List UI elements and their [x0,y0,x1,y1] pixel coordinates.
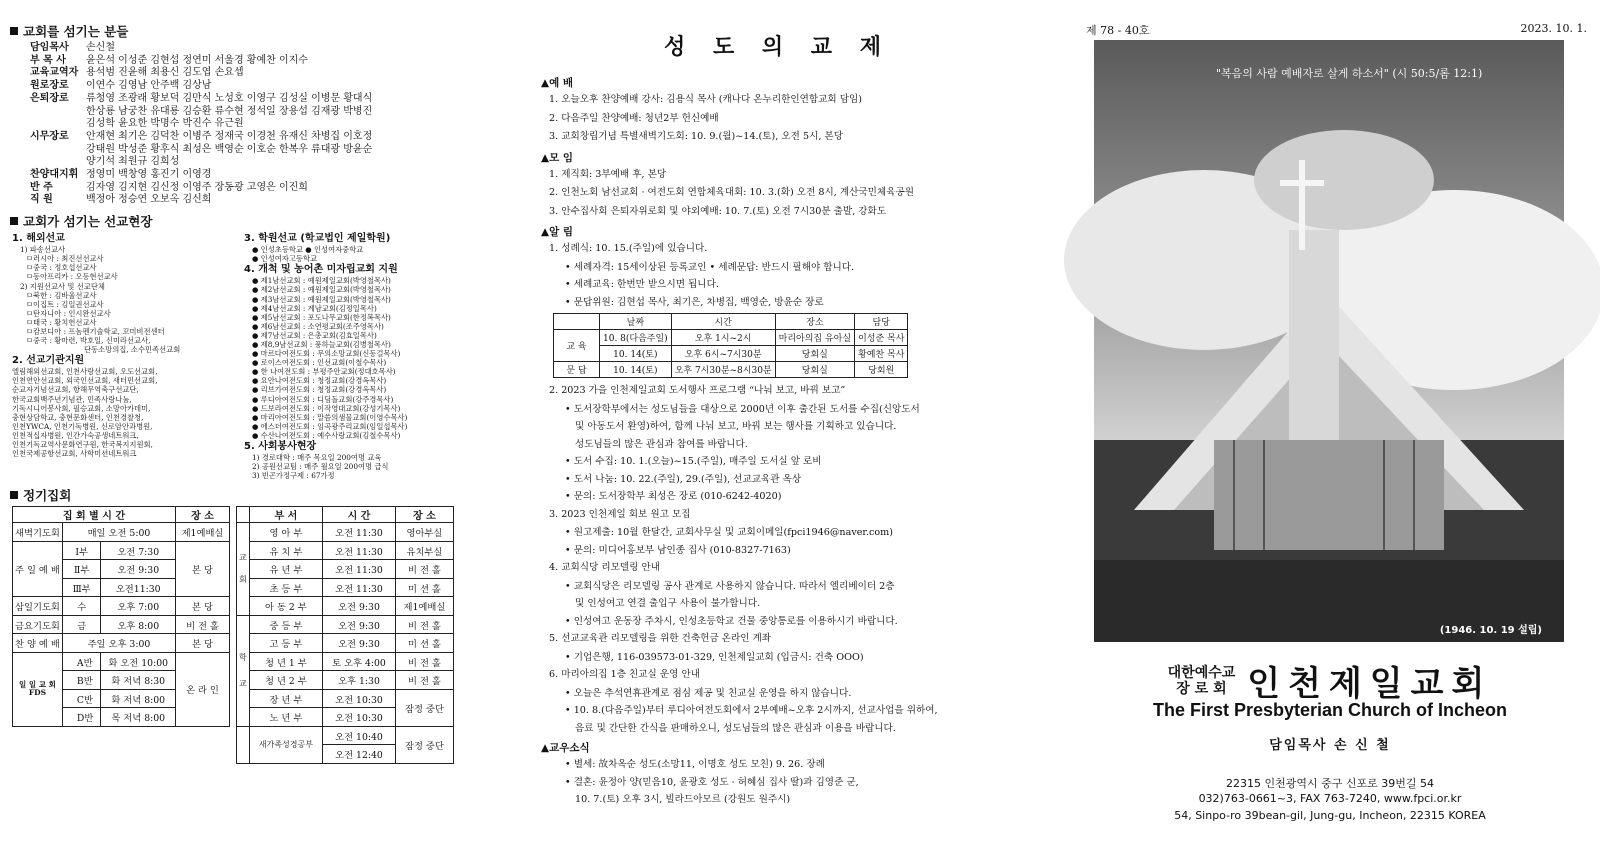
notice-line: 2. 2023 가을 인천제일교회 도서행사 프로그램 “나눠 보고, 바꿔 보고” [549,385,846,396]
staff-names: 백정아 정승연 오보옥 김신희 [86,194,212,206]
staff-row [30,156,538,169]
mission-item: 충현상담학교, 충현문화센터, 인천경찰청, [12,412,144,422]
table-cell: 오전 11:30 [323,523,396,542]
table-cell: 주 일 예 배 [13,541,63,597]
staff-row [30,169,538,182]
staff-role: 반 주 [30,181,53,193]
worship-section-title [10,486,538,504]
staff-role: 직 원 [30,194,53,206]
address-korean: 22315 인천광역시 중구 신포로 39번길 54 [1226,777,1434,790]
mission-item: 순교자기념선교회, 항해무역축구선교단, [12,385,139,395]
mission-item: ● 한 나여전도회 : 부평주안교회(정대호목사) [252,367,396,377]
staff-role [30,106,86,119]
established-date: (1946. 10. 19 설립) [1439,625,1542,636]
table-row [237,652,454,671]
table-cell: 오후 8:00 [101,615,176,634]
table-cell: 당회원 [855,362,908,378]
mission-heading: 4. 개척 및 농어촌 미자립교회 지원 [244,264,398,276]
table-cell: 금 [62,615,101,634]
left-page [8,0,538,842]
notice-line: • 10. 8.(다음주일)부터 루디아여전도회에서 2부예배~오후 2시까지, 선교사업을 위하여, [565,705,938,716]
notice-line: • 교회식당은 리모델링 공사 관계로 사용하지 않습니다. 따라서 엘리베이터 2층 [565,580,895,592]
table-row [237,523,454,542]
mission-item: 인천국제공항선교회, 사학미션네트워크 [12,449,137,459]
mission-item: ● 마르다여전도회 : 무의소망교회(신동걸목사) [252,349,401,359]
table-cell: 10. 14(토) [600,346,672,362]
notice-line: 1. 성례식: 10. 15.(주일)에 있습니다. [549,243,708,254]
table-cell: 영아부실 [395,523,453,542]
table-row [237,689,454,708]
table-cell: 오전 9:30 [323,615,396,634]
table-cell: 장 소 [395,507,453,523]
table-cell: 마리아의집 유아실 [775,330,854,346]
staff-row [30,80,538,93]
mission-item: ㅁ이집트 : 김일권선교사 [26,299,104,309]
notice-line: 3. 안수집사회 은퇴자위로회 및 야외예배: 10. 7.(토) 오전 7시30분 출발, 강화도 [549,205,887,217]
table-cell: 잠정 중단 [395,726,453,763]
table-cell: 오전 10:30 [323,689,396,708]
table-cell [237,507,250,523]
table-cell: 오전 9:30 [101,560,176,579]
worship-notices [545,91,1010,147]
mission-column-1 [12,232,244,480]
mission-item: 1) 파송선교사 [20,245,66,255]
staff-role: 원로장로 [30,80,69,92]
mission-heading: 2. 선교기관지원 [12,355,85,367]
mission-item: 인천적십자병원, 인간가숙공생네트워크, [12,430,139,440]
table-cell: 장소 [775,314,854,330]
square-bullet-icon [10,491,18,499]
notice-line: 4. 교회식당 리모델링 안내 [549,562,660,573]
issue-date: 2023. 10. 1. [1520,22,1587,35]
staff-names: 정영미 백창영 홍진기 이영경 [86,169,212,181]
notice-line: • 도서장학부에서는 성도님들을 대상으로 2000년 이후 출간된 도서를 수집(신앙도서 [565,403,920,415]
notice-line: 3. 교회창립기념 특별새벽기도회: 10. 9.(월)~14.(토), 오전 5시, 본당 [549,131,843,142]
table-cell: 제1예배실 [175,523,229,542]
staff-title-text: 교회를 섬기는 분들 [23,24,129,39]
table-cell: 유치부실 [395,541,453,560]
fellowship-page [541,0,1010,842]
table-cell: 오후 1시~2시 [671,330,775,346]
table-cell: 담당 [855,314,908,330]
table-row [13,507,230,523]
table-cell: 오전 11:30 [323,560,396,579]
mission-item: ● 제6남선교회 : 소연평교회(조주영목사) [252,321,384,331]
table-cell: 미 션 홀 [395,578,453,597]
worship-title-text: 정기집회 [23,488,72,504]
staff-names: 윤은석 이성준 김현섭 정연미 서울경 황예찬 이지수 [86,54,308,66]
staff-names: 용석범 진윤해 최용신 김도엽 손요셉 [86,67,244,79]
notice-line: 및 인성여고 연결 출입구 사용이 불가합니다. [575,598,761,609]
table-cell: 시간 [671,314,775,330]
worship-heading: ▲예 배 [541,77,574,89]
staff-names: 양기석 최원규 김희성 [86,156,180,168]
staff-names: 류청영 조광래 황보덕 김만식 노성호 이영구 김성실 이병문 황대식 [86,92,373,104]
meeting-notices [545,166,1010,222]
table-cell: D반 [62,708,101,727]
table-cell: 금요기도회 [13,615,63,634]
notice-line: 1. 제직회: 3부예배 후, 본당 [549,168,667,180]
member-news-heading: ▲교우소식 [541,742,590,754]
table-cell: 비 전 홀 [395,615,453,634]
church-photo [1094,40,1564,642]
table-cell: 오전 12:40 [323,745,396,764]
table-cell: 온 라 인 [175,652,229,726]
mission-item: ● 제5남선교회 : 포도나무교회(한정복목사) [252,312,391,322]
mission-item: ㅁ러시아 : 최진선선교사 [26,254,104,264]
mission-item: 기독시니어봉사회, 필승교회, 소망아카데미, [12,403,151,413]
table-row [237,615,454,634]
staff-section-title [10,22,538,40]
mission-item: ● 수산나여전도회 : 예수사랑교회(김철수목사) [252,430,401,440]
table-cell: 영 아 부 [249,523,322,542]
staff-role: 부 목 사 [30,54,66,66]
mission-item: ㅁ동아프리카 : 오동현선교사 [26,272,118,282]
staff-row [30,118,538,131]
table-cell: 비 전 홀 [395,560,453,579]
table-row [13,615,230,634]
notice-line: • 문답위원: 김현섭 목사, 최기은, 차병집, 백영순, 방윤순 장로 [565,296,824,308]
square-bullet-icon [10,217,18,225]
mission-list [12,232,538,480]
notice-line: • 기업은행, 116-039573-01-329, 인천제일교회 (입금시: 건축 OOO) [565,651,864,663]
table-cell: 아 동 2 부 [249,597,322,616]
verse-text: "복음의 사람 예배자로 살게 하소서" (시 50:5/롬 12:1) [1216,67,1483,80]
table-cell: 본 당 [175,634,229,653]
table-row [237,541,454,560]
table-cell: 오후 1:30 [323,671,396,690]
table-cell [237,726,250,763]
baptism-notices [545,240,1010,311]
baptism-schedule-table [553,313,908,378]
table-cell: 고 등 부 [249,634,322,653]
table-cell: 새가족성경공부 [249,726,322,763]
staff-names: 안재현 최기은 김덕찬 이병주 정재국 이경천 유재신 차병집 이호정 [86,130,373,142]
table-row [554,330,908,346]
issue-number: 제 78 - 40호 [1086,24,1150,37]
mission-item: ㅁ탄자니아 : 인시완선교사 [26,308,111,318]
announcement-heading: ▲알 림 [541,226,574,238]
table-cell: 오전 11:30 [323,578,396,597]
notice-line: 6. 마리아의집 1층 친교실 운영 안내 [549,669,700,680]
table-row [237,597,454,616]
table-cell: 잠정 중단 [395,689,453,726]
staff-row [30,144,538,157]
staff-role: 시무장로 [30,130,69,142]
staff-role [30,118,86,131]
table-cell: 오전 10:30 [323,708,396,727]
table-cell: 미 션 홀 [395,634,453,653]
senior-pastor: 담임목사 손 신 철 [1269,738,1391,753]
table-cell: 주일 오후 3:00 [62,634,175,653]
address-english: 54, Sinpo-ro 39bean-gil, Jung-gu, Incheon, 22315 KOREA [1174,809,1486,822]
table-cell: 황예찬 목사 [855,346,908,362]
staff-role: 교육교역자 [30,67,79,79]
church-name: 인천제일교회 [1247,664,1493,704]
member-news [545,756,1010,809]
table-cell: 새벽기도회 [13,523,63,542]
notice-line: 2. 다음주일 찬양예배: 청년2부 헌신예배 [549,112,719,124]
notice-line: 2. 인천노회 남선교회 · 여전도회 연합체육대회: 10. 3.(화) 오전 8시, 계산국민체육공원 [549,187,915,198]
mission-item: ㅁ캄보디아 : 프놈펜기술학교, 꼬미비전센터 [26,326,165,336]
notice-line: • 결혼: 윤정아 양(믿음10, 윤광호 성도 · 허혜심 집사 딸)과 김영준 군, [565,776,859,788]
table-cell: 토 오후 4:00 [323,652,396,671]
table-cell: 이성준 목사 [855,330,908,346]
mission-item: ● 인성초등학교 ● 인성여자중학교 [252,245,364,255]
table-cell: 당회실 [775,362,854,378]
notice-line: • 도서 나눔: 10. 22.(주일), 29.(주일), 선교교육관 옥상 [565,473,802,485]
table-cell: 비 전 홀 [395,671,453,690]
denomination-line-1: 대한예수교 [1167,664,1236,681]
mission-item: ● 리브가여전도회 : 청정교회(강경옥목사) [252,385,387,395]
mission-item: ㅁ중국 : 황마련, 박호일, 신미라선교사, [26,336,151,346]
table-cell: 중 등 부 [249,615,322,634]
table-cell: 오전 10:40 [323,726,396,745]
mission-item: ● 드보라여전도회 : 이작영대교회(강성기목사) [252,403,401,413]
table-cell: 10. 8(다음주일) [600,330,672,346]
mission-item: 인천기독교역사문화연구원, 한국복지지원회, [12,440,153,450]
table-cell: 교 육 [554,330,600,362]
table-cell: 목 저녁 8:00 [101,708,176,727]
table-row [13,541,230,560]
table-row [237,671,454,690]
mission-item: ● 루디아여전도회 : 디딤돌교회(강주경목사) [252,394,394,404]
staff-names: 김성학 윤요한 박명수 박진수 유근원 [86,118,244,130]
staff-names: 김자영 김지현 김신정 이영주 장동광 고영은 이진희 [86,181,308,193]
table-cell: 초 등 부 [249,578,322,597]
mission-item: ㅁ북한 : 김바울선교사 [26,290,97,300]
mission-item: 인천연안선교회, 외국인선교회, 새터민선교회, [12,376,158,386]
table-cell: 문 답 [554,362,600,378]
denomination [1168,665,1236,697]
staff-list [30,42,538,207]
mission-title-text: 교회가 섬기는 선교현장 [23,214,153,230]
notice-line: 5. 선교교육관 리모델링을 위한 건축헌금 온라인 계좌 [549,633,772,644]
schedule-tables [12,506,538,764]
staff-role: 은퇴장로 [30,92,69,104]
table-row [13,597,230,616]
staff-role [30,156,86,169]
mission-heading: 5. 사회봉사현장 [244,441,317,453]
table-cell: A반 [62,652,101,671]
table-cell: Ⅱ부 [62,560,101,579]
mission-item: ● 제4남선교회 : 계남교회(김정일목사) [252,303,377,313]
notice-line: • 세례자격: 15세이상된 등록교인 • 세례문답: 반드시 필해야 합니다. [565,261,855,273]
fellowship-title: 성 도 의 교 제 [664,35,891,60]
table-row [237,634,454,653]
table-cell: 오후 7시30분~8시30분 [671,362,775,378]
mission-section-title [10,212,538,230]
notice-line: 성도님들의 많은 관심과 참여를 바랍니다. [575,438,748,450]
staff-names: 강태원 박성준 황후식 최성은 백영순 이호순 한복우 류대광 방윤순 [86,143,373,155]
notice-line: 음료 및 간단한 간식을 판매하오니, 성도님들의 많은 관심과 이용을 바랍니다. [575,722,896,734]
mission-item: ● 에스더여전도회 : 임곡광주리교회(임일섭목사) [252,421,408,431]
table-row [237,507,454,523]
table-cell: Ⅰ부 [62,541,101,560]
notice-line: 10. 7.(토) 오후 3시, 빌라드아모르 (강원도 원주시) [575,794,791,805]
table-cell: 화 오전 10:00 [101,652,176,671]
table-cell: 오후 6시~7시30분 [671,346,775,362]
table-cell: 집 회 별 시 간 [13,507,176,523]
meeting-heading: ▲모 임 [541,151,574,164]
mission-item: ㅁ태국 : 황치헌선교사 [26,317,97,327]
table-cell: 오후 7:00 [101,597,176,616]
table-cell: 노 년 부 [249,708,322,727]
notice-line: 3. 2023 인천제일 회보 원고 모집 [549,508,691,520]
church-name-block [1100,656,1560,705]
table-cell: C반 [62,689,101,708]
staff-role: 담임목사 [30,42,69,53]
table-cell: 본 당 [175,597,229,616]
table-cell: 매일 오전 5:00 [62,523,175,542]
notice-line: • 별세: 故차옥순 성도(소망11, 이명호 성도 모친) 9. 26. 장례 [565,759,825,770]
mission-item: ㅁ중국 : 정호섭선교사 [26,263,97,273]
staff-role: 찬양대지휘 [30,169,79,181]
table-row [13,652,230,671]
mission-column-2 [244,232,524,480]
staff-row [30,42,538,55]
notice-line: • 오늘은 추석연휴관계로 점심 제공 및 친교실 운영을 하지 않습니다. [565,687,852,699]
mission-heading: 3. 학원선교 (학교법인 제일학원) [244,233,391,245]
table-row [554,346,908,362]
table-cell: 비 전 홀 [395,652,453,671]
mission-item: ● 요안나여전도회 : 청정교회(강경옥목사) [252,376,387,386]
notice-line: • 인성여고 운동장 주차시, 인성초등학교 건물 중앙통로를 이용하시기 바랍니다. [565,615,898,627]
mission-heading: 1. 해외선교 [12,233,65,245]
table-row [554,362,908,378]
staff-row [30,106,538,119]
table-cell: 시 간 [323,507,396,523]
mission-item: 인천YWCA, 인천기독병원, 신로암안과병원, [12,421,153,431]
table-row [554,314,908,330]
table-cell: 일 일 교 회 FDS [13,652,63,726]
table-cell: 수 [62,597,101,616]
mission-item: ● 로이스여전도회 : 인선교회(이철수목사) [252,358,387,368]
staff-names: 손신철 [86,42,115,53]
mission-item: ● 마리아여전도회 : 말씀의샘물교회(이영수목사) [252,412,408,422]
notice-line: 1. 오늘오후 찬양예배 강사: 김용식 목사 (캐나다 온누리한인연합교회 담임) [549,94,863,105]
table-cell: 화 저녁 8:00 [101,689,176,708]
table-cell: 화 저녁 8:30 [101,671,176,690]
table-cell: 오전11:30 [101,578,176,597]
mission-item: 단동소망의집, 소수민족선교회 [84,345,181,355]
notice-line: • 세례교육: 한번만 받으시면 됩니다. [565,279,719,290]
other-notices [545,382,1010,737]
worship-schedule-table [12,506,230,727]
table-cell: 삼일기도회 [13,597,63,616]
mission-item: ● 제7남선교회 : 은총교회(김효일목사) [252,330,377,340]
table-cell: 본 당 [175,541,229,597]
mission-item: 1) 경로대학 : 매주 목요일 200여명 교육 [252,453,382,463]
table-cell: 10. 14(토) [600,362,672,378]
staff-row [30,194,538,207]
church-name-english: The First Presbyterian Church of Incheon [1152,700,1508,720]
mission-item: 2) 공원선교팀 : 매주 월요일 200여명 급식 [252,462,389,472]
table-cell: 오전 9:30 [323,597,396,616]
table-row [237,578,454,597]
mission-item: ● 제8,9남선교회 : 풍하늘교회(김병철목사) [252,339,391,349]
education-schedule-table [236,506,454,764]
table-cell: 청 년 2 부 [249,671,322,690]
table-cell: 오전 7:30 [101,541,176,560]
notice-line: • 문의: 도서장학부 최성은 장로 (010-6242-4020) [565,491,782,502]
staff-row [30,67,538,80]
mission-item: ● 제1남선교회 : 예원제일교회(박영철목사) [252,276,391,286]
staff-row [30,182,538,195]
notice-line: • 도서 수집: 10. 1.(오늘)~15.(주일), 매주일 도서실 앞 로비 [565,456,822,467]
table-cell: 부 서 [249,507,322,523]
cover-page [1086,0,1595,842]
table-row [237,560,454,579]
church-building-icon [1094,40,1564,642]
table-cell: Ⅲ부 [62,578,101,597]
notice-line: 및 아동도서 환영)하여, 함께 나눠 보고, 바꿔 보는 행사를 기획하고 있습니다. [575,421,897,432]
table-cell: 청 년 1 부 [249,652,322,671]
staff-names: 이연수 김영남 안주백 김상남 [86,80,212,92]
staff-role [30,144,86,157]
table-cell: 유 년 부 [249,560,322,579]
phone-website: 032)763-0661~3, FAX 763-7240, www.fpci.or.kr [1198,792,1462,805]
table-cell: B반 [62,671,101,690]
notice-line: • 원고제출: 10월 한달간, 교회사무실 및 교회이메일(fpci1946@naver.com) [565,527,893,538]
table-cell [554,314,600,330]
table-row [13,523,230,542]
table-cell: 당회실 [775,346,854,362]
mission-item: ● 인성여자고등학교 [252,254,318,264]
table-cell: 유 치 부 [249,541,322,560]
staff-names: 한상룡 남궁찬 유대룡 김승환 류수현 정석일 장용섭 김재광 박병진 [86,105,373,117]
staff-row [30,93,538,106]
table-cell: 교회 [237,523,250,616]
mission-item: 2) 지원선교사 및 선교단체 [20,281,105,291]
table-row [13,634,230,653]
table-cell: 비 전 홀 [175,615,229,634]
notice-line: • 문의: 미디어홍보부 남인종 집사 (010-8327-7163) [565,544,791,556]
denomination-line-2: 장 로 회 [1176,680,1227,697]
staff-row [30,55,538,68]
table-cell: 장 소 [175,507,229,523]
table-cell: 오전 9:30 [323,634,396,653]
mission-item: 엘림해외선교회, 인천사랑선교회, 오도선교회, [12,367,158,377]
table-cell: 제1예배실 [395,597,453,616]
mission-item: 3) 빈곤가정구제 : 67가정 [252,471,335,481]
table-cell: 학교 [237,615,250,726]
square-bullet-icon [10,27,18,35]
mission-item: ● 제3남선교회 : 예원제일교회(박영철목사) [252,294,391,304]
mission-item: ● 제2남선교회 : 예원제일교회(박영철목사) [252,285,391,295]
table-cell: 찬 양 예 배 [13,634,63,653]
table-cell: 날짜 [600,314,672,330]
staff-row [30,131,538,144]
table-row [237,726,454,745]
table-cell: 오전 11:30 [323,541,396,560]
mission-item: 한국교회백주년기념관, 민족사랑나눔, [12,394,132,404]
table-cell: 장 년 부 [249,689,322,708]
